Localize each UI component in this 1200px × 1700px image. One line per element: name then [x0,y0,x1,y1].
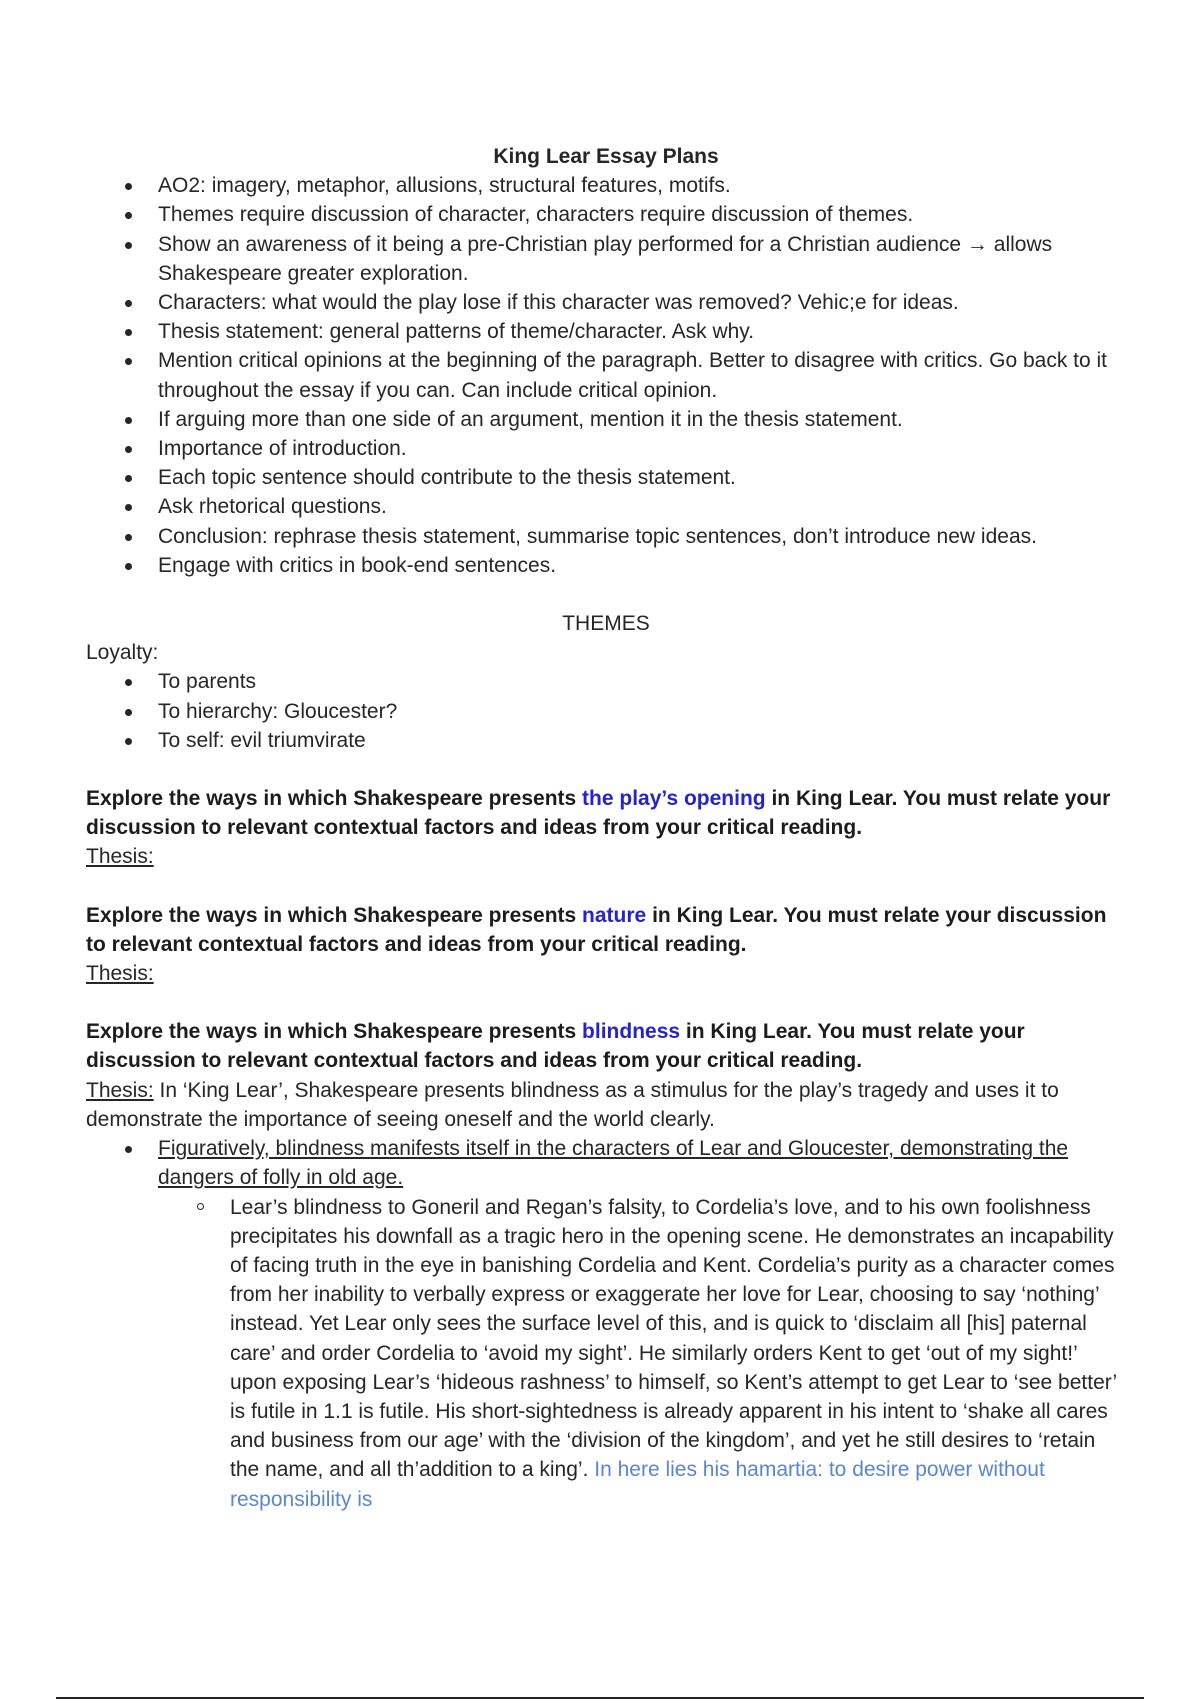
list-item: To hierarchy: Gloucester? [86,697,1126,726]
topic-sentence: Figuratively, blindness manifests itself in the characters of Lear and Gloucester, demonstrating the dangers of folly in old age. [158,1137,1069,1190]
thesis-line [86,1076,1126,1134]
question-topic: blindness [582,1020,681,1044]
document-page [86,142,1126,1514]
list-item: AO2: imagery, metaphor, allusions, structural features, motifs. [86,171,1126,200]
essay-question-opening [86,784,1126,842]
question-topic: nature [582,903,647,927]
loyalty-list [86,667,1126,755]
question-text: Explore the ways in which Shakespeare presents [86,787,583,811]
page-title: King Lear Essay Plans [493,145,719,168]
list-item: Mention critical opinions at the beginning of the paragraph. Better to disagree with critics. Go back to it throughout the essay if you can. Can include critical opinion. [86,346,1126,404]
thesis-label: Thesis: [86,1078,154,1102]
loyalty-label: Loyalty: [86,641,159,665]
question-text: Explore the ways in which Shakespeare presents [86,1020,583,1044]
list-item: Engage with critics in book-end sentences. [86,551,1126,580]
list-item: Conclusion: rephrase thesis statement, summarise topic sentences, don’t introduce new ideas. [86,522,1126,551]
list-item: Importance of introduction. [86,434,1126,463]
question-topic: the play’s opening [582,787,766,811]
tips-list [86,171,1126,580]
thesis-line [86,959,1126,988]
list-item: Characters: what would the play lose if this character was removed? Vehic;e for ideas. [86,288,1126,317]
thesis-line [86,842,1126,871]
list-item: To self: evil triumvirate [86,726,1126,755]
list-item [86,1193,1126,1514]
list-item: To parents [86,667,1126,696]
list-item: If arguing more than one side of an argument, mention it in the thesis statement. [86,405,1126,434]
question-text: in King Lear. You must relate your discussion to relevant contextual factors and ideas from your critical reading. [86,1020,1025,1073]
list-item: Thesis statement: general patterns of theme/character. Ask why. [86,317,1126,346]
comment-text: In here lies his hamartia: to desire power without responsibility is [230,1458,1045,1511]
list-item: Each topic sentence should contribute to the thesis statement. [86,463,1126,492]
analysis-text: Lear’s blindness to Goneril and Regan’s falsity, to Cordelia’s love, and to his own foolishness precipitates his downfall as a tragic hero in the opening scene. He demonstrates an incapability of facing truth in the eye in banishing Cordelia and Kent. Cordelia’s purity as a character comes from her inability to verbally express or exaggerate her love for Lear, choosing to say ‘nothing’ instead. Yet Lear only sees the surface level of this, and is quick to ‘disclaim all [his] paternal care’ and order Cordelia to ‘avoid my sight’. He similarly orders Kent to get ‘out of my sight!’ upon exposing Lear’s ‘hideous rashness’ to himself, so Kent’s attempt to get Lear to ‘see better’ is futile in 1.1 is futile. His short-sightedness is already apparent in his intent to ‘shake all cares and business from our age’ with the ‘division of the kingdom’, and yet he still desires to ‘retain the name, and all th’addition to a king’. [230,1195,1117,1482]
list-item [86,1134,1126,1192]
thesis-label: Thesis: [86,962,154,986]
question-text: in King Lear. You must relate your discussion to relevant contextual factors and ideas from your critical reading. [86,903,1107,956]
thesis-label: Thesis: [86,845,154,869]
themes-heading: THEMES [562,612,650,636]
blindness-points [86,1134,1126,1192]
list-item: Ask rhetorical questions. [86,492,1126,521]
question-text: in King Lear. You must relate your discussion to relevant contextual factors and ideas from your critical reading. [86,787,1111,840]
blindness-subpoints [86,1193,1126,1514]
essay-question-nature [86,901,1126,959]
essay-question-blindness [86,1017,1126,1075]
page-divider [56,1697,1144,1699]
list-item: Themes require discussion of character, characters require discussion of themes. [86,200,1126,229]
thesis-text: In ‘King Lear’, Shakespeare presents blindness as a stimulus for the play’s tragedy and uses it to demonstrate the importance of seeing oneself and the world clearly. [86,1078,1059,1131]
list-item: Show an awareness of it being a pre-Christian play performed for a Christian audience → allows Shakespeare greater exploration. [86,230,1126,288]
question-text: Explore the ways in which Shakespeare presents [86,903,583,927]
